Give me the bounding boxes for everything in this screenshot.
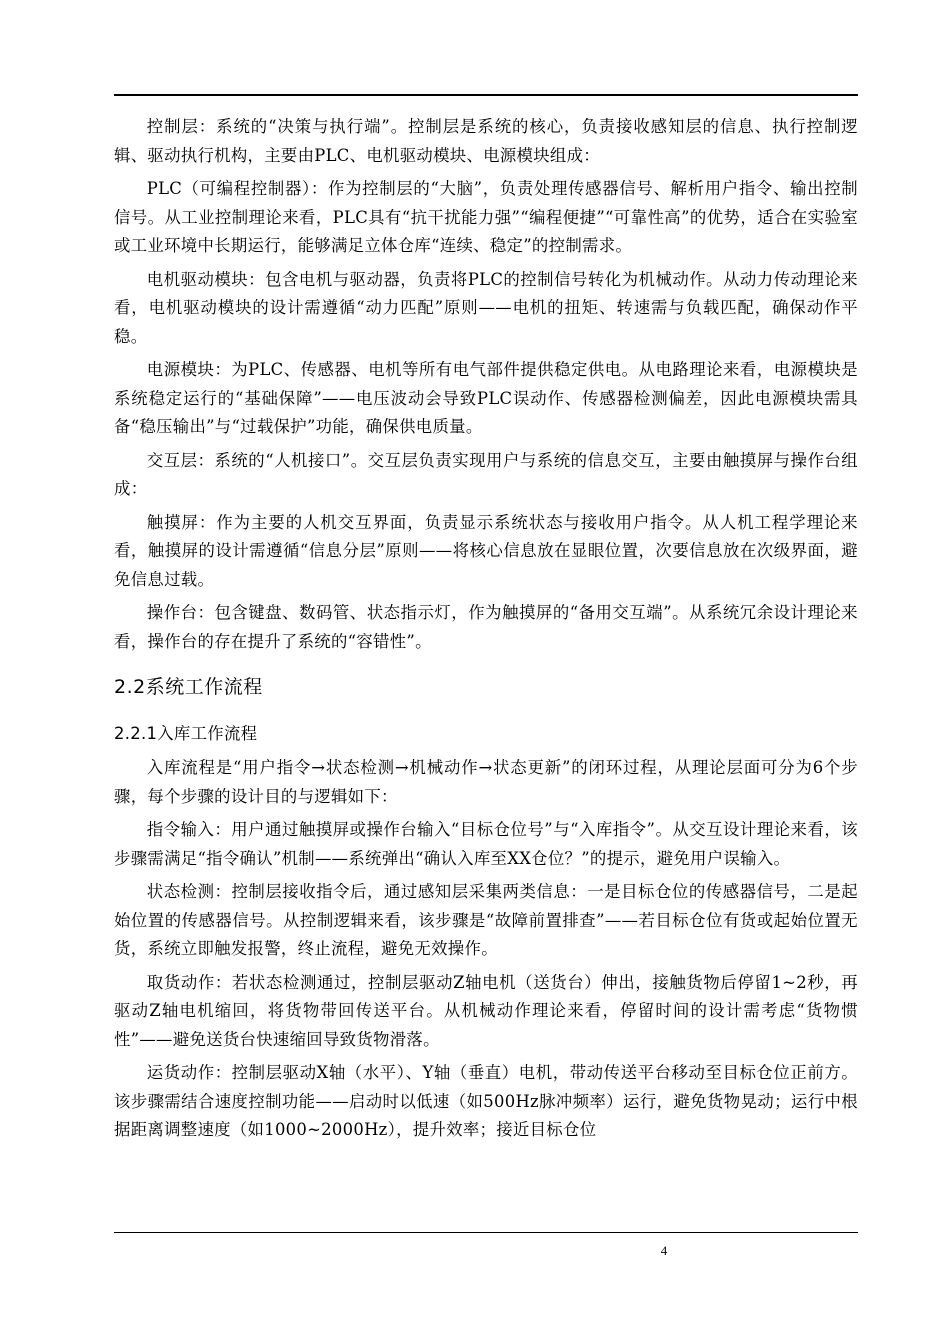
paragraph: 电源模块：为PLC、传感器、电机等所有电气部件提供稳定供电。从电路理论来看，电源模块是系统稳定运行的“基础保障”——电压波动会导致PLC误动作、传感器检测偏差，因此电源模块需具备“稳压输出”与“过载保护”功能，确保供电质量。 xyxy=(114,360,858,436)
paragraph: 运货动作：控制层驱动X轴（水平）、Y轴（垂直）电机，带动传送平台移动至目标仓位正前方。该步骤需结合速度控制功能——启动时以低速（如500Hz脉冲频率）运行，避免货物晃动；运行中根据距离调整速度（如1000~2000Hz），提升效率；接近目标仓位 xyxy=(114,1063,858,1139)
page-body xyxy=(114,113,858,1150)
paragraph: 控制层：系统的“决策与执行端”。控制层是系统的核心，负责接收感知层的信息、执行控制逻辑、驱动执行机构，主要由PLC、电机驱动模块、电源模块组成： xyxy=(114,117,858,165)
paragraph: PLC（可编程控制器）：作为控制层的“大脑”，负责处理传感器信号、解析用户指令、输出控制信号。从工业控制理论来看，PLC具有“抗干扰能力强”“编程便捷”“可靠性高”的优势，适合在实验室或工业环境中长期运行，能够满足立体仓库“连续、稳定”的控制需求。 xyxy=(114,179,858,255)
section-heading: 2.2系统工作流程 xyxy=(114,676,263,698)
paragraph: 指令输入：用户通过触摸屏或操作台输入“目标仓位号”与“入库指令”。从交互设计理论来看，该步骤需满足“指令确认”机制——系统弹出“确认入库至XX仓位？”的提示，避免用户误输入。 xyxy=(114,820,858,868)
paragraph: 电机驱动模块：包含电机与驱动器，负责将PLC的控制信号转化为机械动作。从动力传动理论来看，电机驱动模块的设计需遵循“动力匹配”原则——电机的扭矩、转速需与负载匹配，确保动作平稳。 xyxy=(114,269,858,346)
paragraph: 状态检测：控制层接收指令后，通过感知层采集两类信息：一是目标仓位的传感器信号，二是起始位置的传感器信号。从控制逻辑来看，该步骤是“故障前置排查”——若目标仓位有货或起始位置无货，系统立即触发报警，终止流程，避免无效操作。 xyxy=(114,882,858,958)
paragraph: 入库流程是“用户指令→状态检测→机械动作→状态更新”的闭环过程，从理论层面可分为6个步骤，每个步骤的设计目的与逻辑如下： xyxy=(114,758,858,806)
paragraph: 交互层：系统的“人机接口”。交互层负责实现用户与系统的信息交互，主要由触摸屏与操作台组成： xyxy=(114,450,858,498)
paragraph: 取货动作：若状态检测通过，控制层驱动Z轴电机（送货台）伸出，接触货物后停留1~2秒，再驱动Z轴电机缩回，将货物带回传送平台。从机械动作理论来看，停留时间的设计需考虑“货物惯性”——避免送货台快速缩回导致货物滑落。 xyxy=(114,972,858,1049)
header-rule xyxy=(114,94,858,96)
paragraph: 操作台：包含键盘、数码管、状态指示灯，作为触摸屏的“备用交互端”。从系统冗余设计理论来看，操作台的存在提升了系统的“容错性”。 xyxy=(114,603,858,651)
footer-rule xyxy=(114,1232,858,1233)
subsection-heading: 2.2.1入库工作流程 xyxy=(114,724,258,743)
paragraph: 触摸屏：作为主要的人机交互界面，负责显示系统状态与接收用户指令。从人机工程学理论来看，触摸屏的设计需遵循“信息分层”原则——将核心信息放在显眼位置，次要信息放在次级界面，避免信息过载。 xyxy=(114,512,858,589)
page-number: 4 xyxy=(660,1243,668,1258)
